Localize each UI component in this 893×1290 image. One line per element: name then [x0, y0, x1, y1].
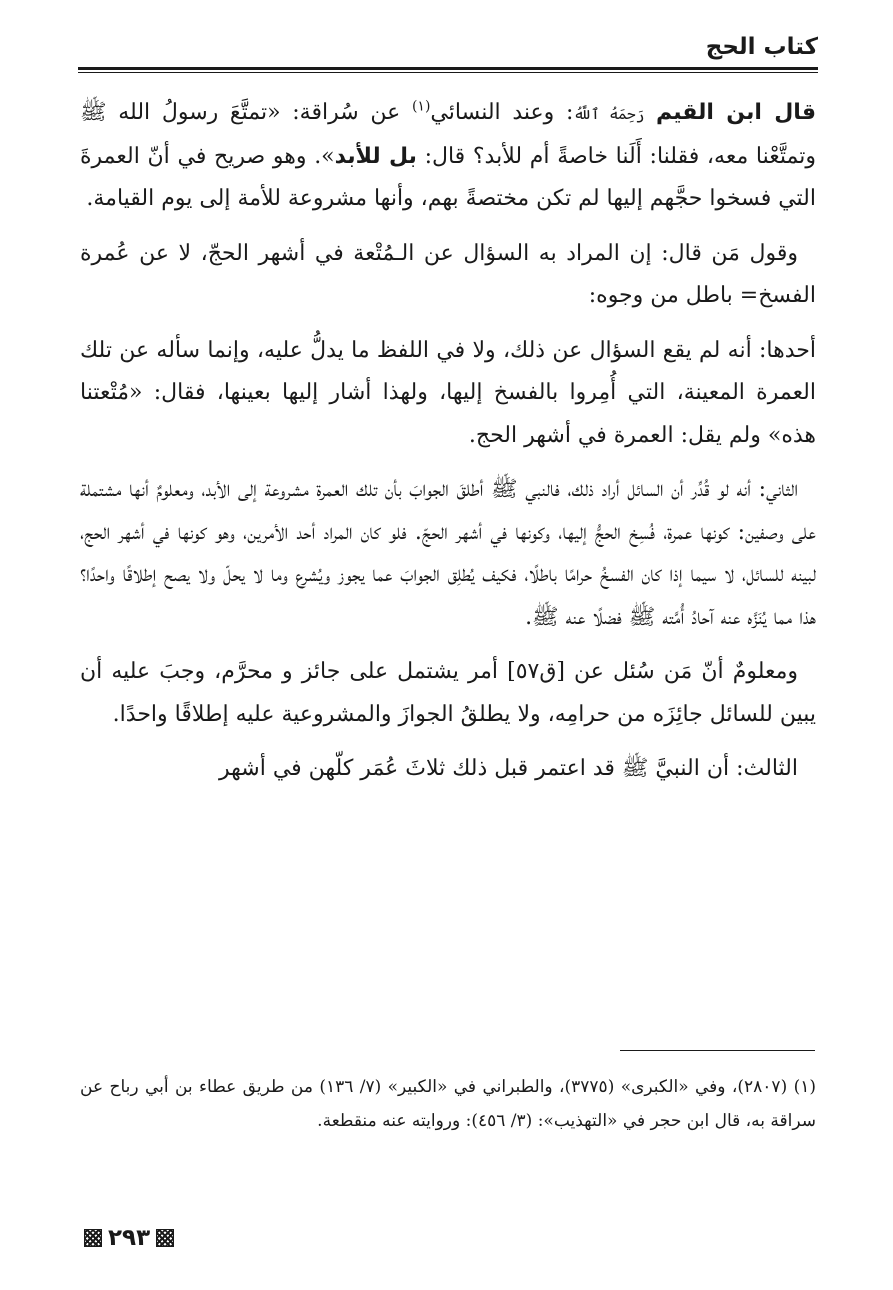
ornament-icon [84, 1229, 102, 1247]
paragraph-3: أحدها: أنه لم يقع السؤال عن ذلك، ولا في اللفظ ما يدلُّ عليه، وإنما سأله عن تلك العمرة المعينة، التي أُمِروا بالفسخ إليها، ولهذا أشار إليها بعينها، فقال: «مُتْعتنا هذه» ولم يقل: العمرة في أشهر الحج. [80, 337, 816, 448]
main-text [80, 92, 816, 803]
footnote-separator [620, 1050, 815, 1051]
paragraph-1-text-b: عن سُراقة: «تمتَّعَ رسولُ الله ﷺ وتمتَّعْنا معه، فقلنا: أَلَنا خاصةً أم للأبد؟ قال: [80, 100, 816, 169]
paragraph-5: ومعلومٌ أنّ مَن سُئل عن [ق٥٧] أمر يشتمل على جائز و محرَّم، وجبَ عليه أن يبين للسائل جائِزَه من حرامِه، ولا يطلقُ الجوازَ والمشروعية عليه إطلاقًا واحدًا. [80, 659, 816, 727]
honorific-phrase: رَحِمَهُ ٱللَّهُ [573, 105, 645, 123]
footnotes [80, 1070, 816, 1138]
running-head-title: كتاب الحج [705, 34, 818, 60]
hadith-quote-bold: بل للأبد [334, 143, 417, 169]
paragraph-6: الثالث: أن النبيَّ ﷺ قد اعتمر قبل ذلك ثلاثَ عُمَر كلّهن في أشهر [219, 756, 798, 781]
header-rule-thick [78, 67, 818, 70]
footnote-reference[interactable]: (١) [411, 98, 431, 115]
paragraph-1 [80, 92, 816, 221]
page-header [78, 30, 818, 73]
paragraph-2: وقول مَن قال: إن المراد به السؤال عن الـمُتْعة في أشهر الحجّ، لا عن عُمرة الفسخ= باطل من وجوه: [80, 240, 816, 308]
paragraph-1-text-a: : وعند النسائي [430, 100, 574, 125]
ornament-icon [156, 1229, 174, 1247]
page-number: ٢٩٣ [108, 1225, 151, 1251]
header-rule-thin [78, 72, 818, 73]
author-lead: قال ابن القيم [656, 100, 816, 125]
footnote-1: (١) (٢٨٠٧)، وفي «الكبرى» (٣٧٧٥)، والطبراني في «الكبير» (٧/ ١٣٦) من طريق عطاء بن أبي رباح عن سراقة به، قال ابن حجر في «التهذيب»: (٣/ ٤٥٦): وروايته عنه منقطعة. [80, 1077, 816, 1131]
page-number-block [84, 1222, 174, 1254]
paragraph-4: الثاني: أنه لو قُدِّر أن السائل أراد ذلك، فالنبي ﷺ أطلقَ الجوابَ بأن تلك العمرة مشروعة إلى الأبد، ومعلومٌ أنها مشتملة على وصفين: كونها عمرة، فُسِخ الحجُّ إليها، وكونها في أشهر الحجّ. فلو كان المراد أحد الأمرين، وهو كونها في أشهر الحج، لبينه للسائل، لا سيما إذا كان الفسخُ حرامًا باطلًا، فكيف يُطلِق الجوابَ عما يجوز ويُشرع وما لا يحلّ ولا يصح إطلاقًا واحدًا؟ هذا مما يُنَزَّه عنه آحادُ أُمَّته ﷺ فضلًا عنه ﷺ. [80, 477, 816, 630]
paragraph-1-text-c: ». وهو صريح في أنّ العمرةَ التي فسخوا حجَّهم إليها لم تكن مختصةً بهم، وأنها مشروعة للأمة إلى يوم القيامة. [80, 143, 816, 211]
